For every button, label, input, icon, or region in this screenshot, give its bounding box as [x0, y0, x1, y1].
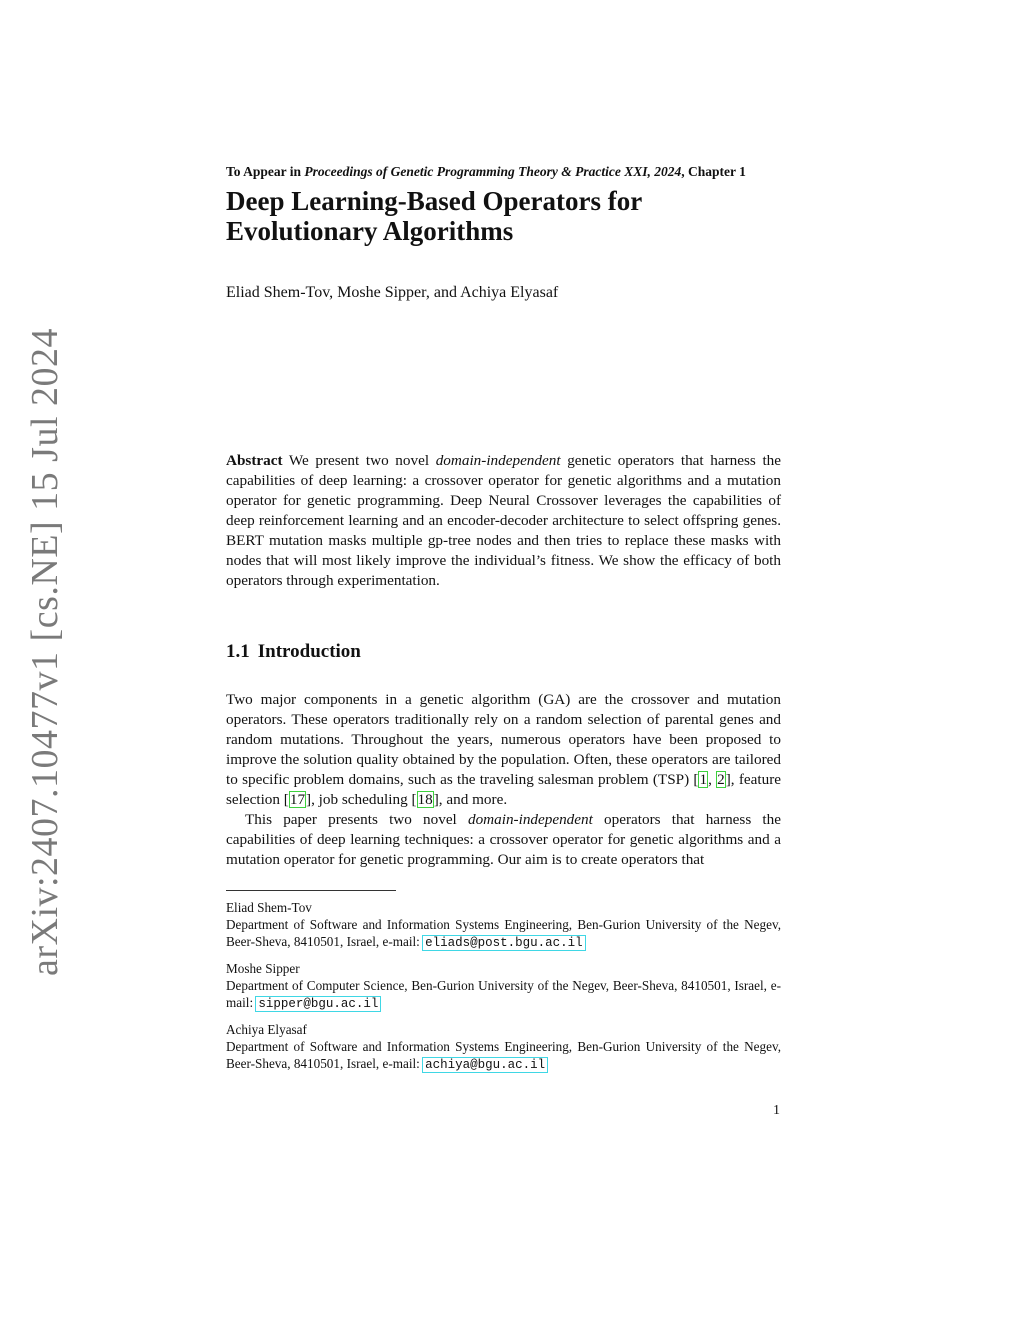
footnote-rule	[226, 890, 396, 891]
citation-separator: ,	[708, 771, 717, 788]
footnote-author-3	[226, 1021, 781, 1074]
footnote-author-2	[226, 960, 781, 1013]
section-title: Introduction	[257, 641, 361, 662]
footnote-name: Eliad Shem-Tov	[226, 900, 312, 915]
citation-link-17[interactable]: 17	[289, 791, 306, 808]
paper-title	[226, 186, 781, 246]
author-footnotes	[226, 899, 781, 1082]
email-link[interactable]: eliads@post.bgu.ac.il	[425, 936, 583, 950]
intro-text: This paper presents two novel	[245, 811, 468, 828]
intro-text: Two major components in a genetic algorithm (GA) are the crossover and mutation operators. These operators traditionally rely on a random selection of parental genes and random mutations. Throughout the years, numerous operators have been proposed to improve the solution quality obtained by the population. Often, these operators are tailored to specific problem domains, such as the traveling salesman problem (TSP) [	[226, 691, 781, 788]
intro-paragraph-2	[226, 810, 781, 870]
introduction-body	[226, 690, 781, 870]
title-line-1: Deep Learning-Based Operators for	[226, 186, 643, 216]
title-line-2: Evolutionary Algorithms	[226, 216, 514, 246]
appear-venue: Proceedings of Genetic Programming Theory & Practice XXI, 2024	[304, 164, 682, 179]
page-number: 1	[773, 1103, 780, 1118]
footnote-author-1	[226, 899, 781, 952]
abstract	[226, 451, 781, 591]
intro-emphasis: domain-independent	[467, 811, 593, 828]
email-link[interactable]: achiya@bgu.ac.il	[425, 1058, 546, 1072]
appear-prefix: To Appear in	[226, 164, 305, 179]
author-list: Eliad Shem-Tov, Moshe Sipper, and Achiya Elyasaf	[226, 284, 559, 301]
intro-text: operators that harness the capabilities of deep learning techniques: a crossover operator for genetic algorithms and a mutation operator for genetic programming. Our aim is to create operators that	[226, 811, 781, 868]
arxiv-stamp: arXiv:2407.10477v1 [cs.NE] 15 Jul 2024	[24, 327, 66, 977]
footnote-name: Achiya Elyasaf	[226, 1022, 307, 1037]
intro-paragraph-1	[226, 690, 781, 810]
intro-text: ], and more.	[433, 791, 508, 808]
abstract-emphasis: domain-independent	[435, 452, 561, 469]
citation-link-18[interactable]: 18	[417, 791, 433, 808]
footnote-name: Moshe Sipper	[226, 961, 300, 976]
abstract-text-2: genetic operators that harness the capabilities of deep learning: a crossover operator for genetic algorithms and a mutation operator for genetic programming. Deep Neural Crossover leverages the capabilities of deep reinforcement learning and an encoder-decoder architecture to select offspring genes. BERT mutation masks multiple gp-tree nodes and then tries to replace these masks with nodes that will most likely improve the individual’s fitness. We show the efficacy of both operators through experimentation.	[226, 452, 782, 589]
section-number: 1.1	[226, 641, 250, 662]
footnote-affiliation: Department of Computer Science, Ben-Gurion University of the Negev, Beer-Sheva, 8410501, Israel, e-mail:	[226, 978, 781, 1010]
footnote-affiliation: Department of Software and Information Systems Engineering, Ben-Gurion University of the Negev, Beer-Sheva, 8410501, Israel, e-mail:	[226, 917, 781, 949]
citation-link-1[interactable]: 1	[699, 771, 708, 788]
intro-text: ], job scheduling [	[306, 791, 417, 808]
publication-note	[226, 164, 781, 180]
appear-suffix: , Chapter 1	[681, 164, 746, 179]
abstract-label: Abstract	[226, 452, 283, 469]
citation-link-2[interactable]: 2	[717, 771, 725, 788]
abstract-text-1: We present two novel	[282, 452, 436, 469]
arxiv-sidebar	[18, 327, 72, 977]
intro-text: ], feature selection [	[226, 771, 782, 808]
footnote-affiliation: Department of Software and Information Systems Engineering, Ben-Gurion University of the Negev, Beer-Sheva, 8410501, Israel, e-mail:	[226, 1039, 781, 1071]
email-link[interactable]: sipper@bgu.ac.il	[258, 997, 379, 1011]
section-heading	[226, 641, 781, 663]
